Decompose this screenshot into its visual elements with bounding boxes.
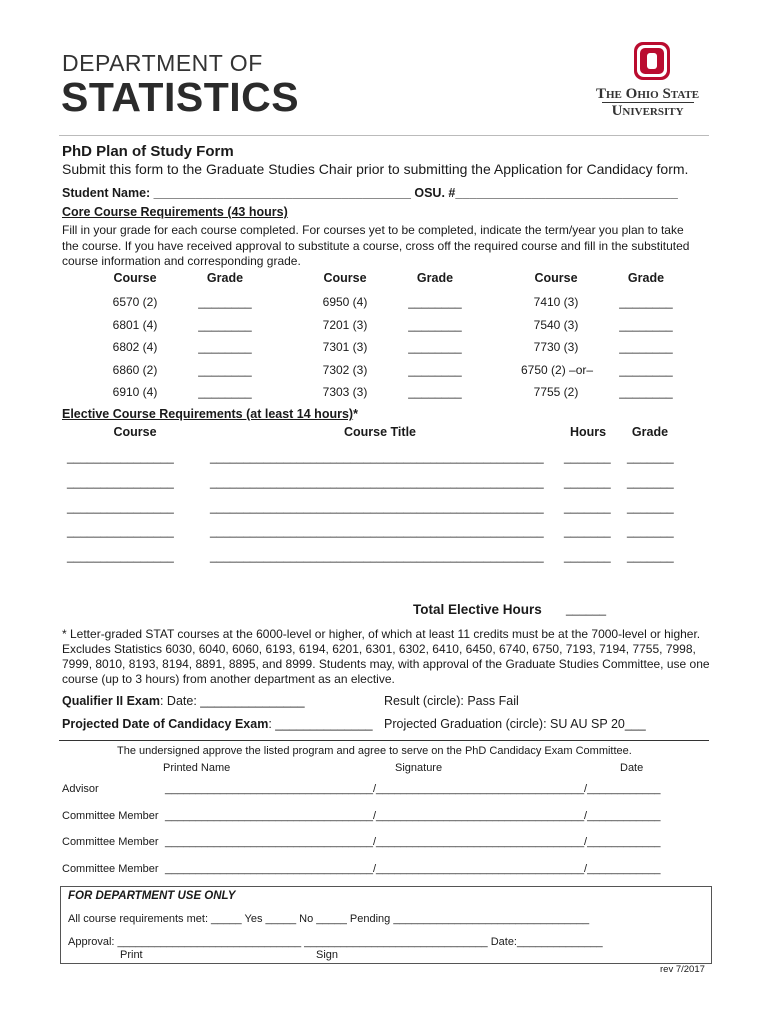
projected-graduation-field[interactable]: Projected Graduation (circle): SU AU SP 20___ xyxy=(384,717,646,731)
core-course-cell: 7410 (3) xyxy=(533,295,579,309)
signature-line-field[interactable]: __________________________________/__________________________________/____________ xyxy=(165,862,661,875)
elective-grade-field[interactable]: _______ xyxy=(627,499,674,514)
qualifier-exam-date: : Date: _______________ xyxy=(159,694,305,708)
core-header-course-1: Course xyxy=(113,271,157,285)
elective-course-field[interactable]: ________________ xyxy=(67,499,174,514)
result-circle-field[interactable]: Result (circle): Pass Fail xyxy=(384,694,519,708)
elective-title-field[interactable]: __________________________________________________ xyxy=(210,549,544,564)
core-instructions: Fill in your grade for each course completed. For courses yet to be completed, indicate the term/year you plan to take the course. If you have received approval to substitute a course, cross off the required course and fill in the substituted course information and corresponding grade. xyxy=(62,223,690,268)
core-course-cell: 6860 (2) xyxy=(112,362,158,377)
elective-footnote: * Letter-graded STAT courses at the 6000-level or higher, of which at least 11 credits must be at the 7000-level or higher. Excludes Statistics 6030, 6040, 6060, 6193, 6194, 6201, 6301, 6302, 6410, 6450, 6740, 6750, 7193, 7194, 7755, 7998, 7999, 8010, 8193, 8194, 8891, 8895, and 8999. Students may, with approval of the Graduate Studies Committee, use one course (up to 3 hours) from another department as an elective. xyxy=(62,627,710,686)
projected-candidacy-field[interactable] xyxy=(62,717,373,731)
student-name-field[interactable]: Student Name: _____________________________________ OSU. #________________________________ xyxy=(62,186,678,200)
university-name xyxy=(596,86,699,120)
elective-hours-field[interactable]: _______ xyxy=(564,474,611,489)
core-course-cell: 7540 (3) xyxy=(533,317,579,332)
signature-line-field[interactable]: __________________________________/__________________________________/____________ xyxy=(165,836,661,849)
elective-title-field[interactable]: __________________________________________________ xyxy=(210,474,544,489)
elective-title-field[interactable]: __________________________________________________ xyxy=(210,450,544,464)
elective-hours-field[interactable]: _______ xyxy=(564,450,611,464)
elective-grade-field[interactable]: _______ xyxy=(627,474,674,489)
core-grade-field[interactable]: ________ xyxy=(198,385,252,400)
core-grade-field[interactable]: ________ xyxy=(619,362,673,377)
core-grade-field[interactable]: ________ xyxy=(408,295,462,309)
elective-grade-field[interactable]: _______ xyxy=(627,450,674,464)
core-header-course-3: Course xyxy=(534,271,578,285)
sig-header-signature: Signature xyxy=(395,762,443,774)
elective-course-field[interactable]: ________________ xyxy=(67,474,174,489)
qualifier-exam-label: Qualifier II Exam xyxy=(62,694,160,708)
elective-heading-star: * xyxy=(353,407,358,421)
revision-note: rev 7/2017 xyxy=(660,964,705,975)
signature-line-field[interactable]: __________________________________/__________________________________/____________ xyxy=(165,783,661,795)
elective-hours-field[interactable]: _______ xyxy=(564,549,611,564)
core-grade-field[interactable]: ________ xyxy=(408,317,462,332)
core-grade-field[interactable]: ________ xyxy=(408,362,462,377)
projected-candidacy-label: Projected Date of Candidacy Exam xyxy=(62,717,269,731)
approval-sign-label: Sign xyxy=(316,949,339,961)
core-grade-field[interactable]: ________ xyxy=(619,340,673,355)
sig-header-date: Date xyxy=(620,762,644,774)
core-course-cell: 7301 (3) xyxy=(322,340,368,355)
university-name-line1: The Ohio State xyxy=(596,86,700,102)
core-grade-field[interactable]: ________ xyxy=(619,385,673,400)
elective-header-course: Course xyxy=(113,425,157,439)
elective-hours-field[interactable]: _______ xyxy=(564,524,611,539)
core-grade-field[interactable]: ________ xyxy=(408,385,462,400)
department-use-label: FOR DEPARTMENT USE ONLY xyxy=(68,890,236,902)
core-course-cell: 6750 (2) –or– xyxy=(521,362,594,377)
approval-print-label: Print xyxy=(120,949,143,961)
core-course-cell: 7755 (2) xyxy=(533,385,579,400)
projected-candidacy-date: : ______________ xyxy=(268,717,373,731)
core-course-cell: 6802 (4) xyxy=(112,340,158,355)
core-grade-field[interactable]: ________ xyxy=(619,317,673,332)
university-name-line2: University xyxy=(602,102,694,119)
header-divider xyxy=(59,135,709,136)
core-course-cell: 6910 (4) xyxy=(112,385,158,400)
core-course-cell: 7303 (3) xyxy=(322,385,368,400)
core-header-grade-3: Grade xyxy=(627,271,665,285)
signature-role-label: Committee Member xyxy=(62,862,159,875)
elective-course-field[interactable]: ________________ xyxy=(67,549,174,564)
department-label: DEPARTMENT OF xyxy=(62,50,263,76)
elective-course-field[interactable]: ________________ xyxy=(67,450,174,464)
elective-heading-text: Elective Course Requirements (at least 14 hours) xyxy=(62,407,354,421)
core-course-cell: 7302 (3) xyxy=(322,362,368,377)
core-course-cell: 6570 (2) xyxy=(112,295,158,309)
elective-header-hours: Hours xyxy=(569,425,607,439)
approval-statement: The undersigned approve the listed program and agree to serve on the PhD Candidacy Exam Committee. xyxy=(117,745,632,757)
signature-role-label: Committee Member xyxy=(62,809,159,822)
signature-role-label: Advisor xyxy=(62,783,99,795)
sig-header-printed-name: Printed Name xyxy=(163,762,231,774)
all-requirements-met-field[interactable]: All course requirements met: _____ Yes _____ No _____ Pending ________________________________ xyxy=(68,913,590,925)
core-header-grade-2: Grade xyxy=(416,271,454,285)
core-grade-field[interactable]: ________ xyxy=(619,295,673,309)
total-elective-hours-label: Total Elective Hours xyxy=(413,602,542,617)
signature-line-field[interactable]: __________________________________/__________________________________/____________ xyxy=(165,809,661,822)
elective-heading xyxy=(62,407,358,421)
elective-course-field[interactable]: ________________ xyxy=(67,524,174,539)
core-course-cell: 7730 (3) xyxy=(533,340,579,355)
core-course-cell: 6801 (4) xyxy=(112,317,158,332)
total-elective-hours-field[interactable]: ______ xyxy=(566,602,607,616)
signature-role-label: Committee Member xyxy=(62,836,159,849)
department-name: STATISTICS xyxy=(61,74,300,120)
elective-grade-field[interactable]: _______ xyxy=(627,549,674,564)
core-header-grade-1: Grade xyxy=(206,271,244,285)
core-grade-field[interactable]: ________ xyxy=(408,340,462,355)
core-heading: Core Course Requirements (43 hours) xyxy=(62,205,288,219)
core-header-course-2: Course xyxy=(323,271,367,285)
core-grade-field[interactable]: ________ xyxy=(198,295,252,309)
core-grade-field[interactable]: ________ xyxy=(198,340,252,355)
osu-block-o-logo xyxy=(632,40,672,87)
elective-header-grade: Grade xyxy=(631,425,669,439)
core-course-cell: 6950 (4) xyxy=(322,295,368,309)
core-grade-field[interactable]: ________ xyxy=(198,362,252,377)
form-title: PhD Plan of Study Form xyxy=(62,143,234,160)
elective-hours-field[interactable]: _______ xyxy=(564,499,611,514)
elective-grade-field[interactable]: _______ xyxy=(627,524,674,539)
elective-title-field[interactable]: __________________________________________________ xyxy=(210,524,544,539)
core-grade-field[interactable]: ________ xyxy=(198,317,252,332)
core-course-cell: 7201 (3) xyxy=(322,317,368,332)
elective-header-title: Course Title xyxy=(343,425,416,439)
elective-title-field[interactable]: __________________________________________________ xyxy=(210,499,544,514)
signature-divider xyxy=(59,740,709,741)
approval-field[interactable]: Approval: ______________________________ ______________________________ Date:______________ xyxy=(68,936,603,948)
form-subtitle: Submit this form to the Graduate Studies Chair prior to submitting the Application for Candidacy form. xyxy=(62,161,689,177)
qualifier-exam-field[interactable] xyxy=(62,694,305,708)
